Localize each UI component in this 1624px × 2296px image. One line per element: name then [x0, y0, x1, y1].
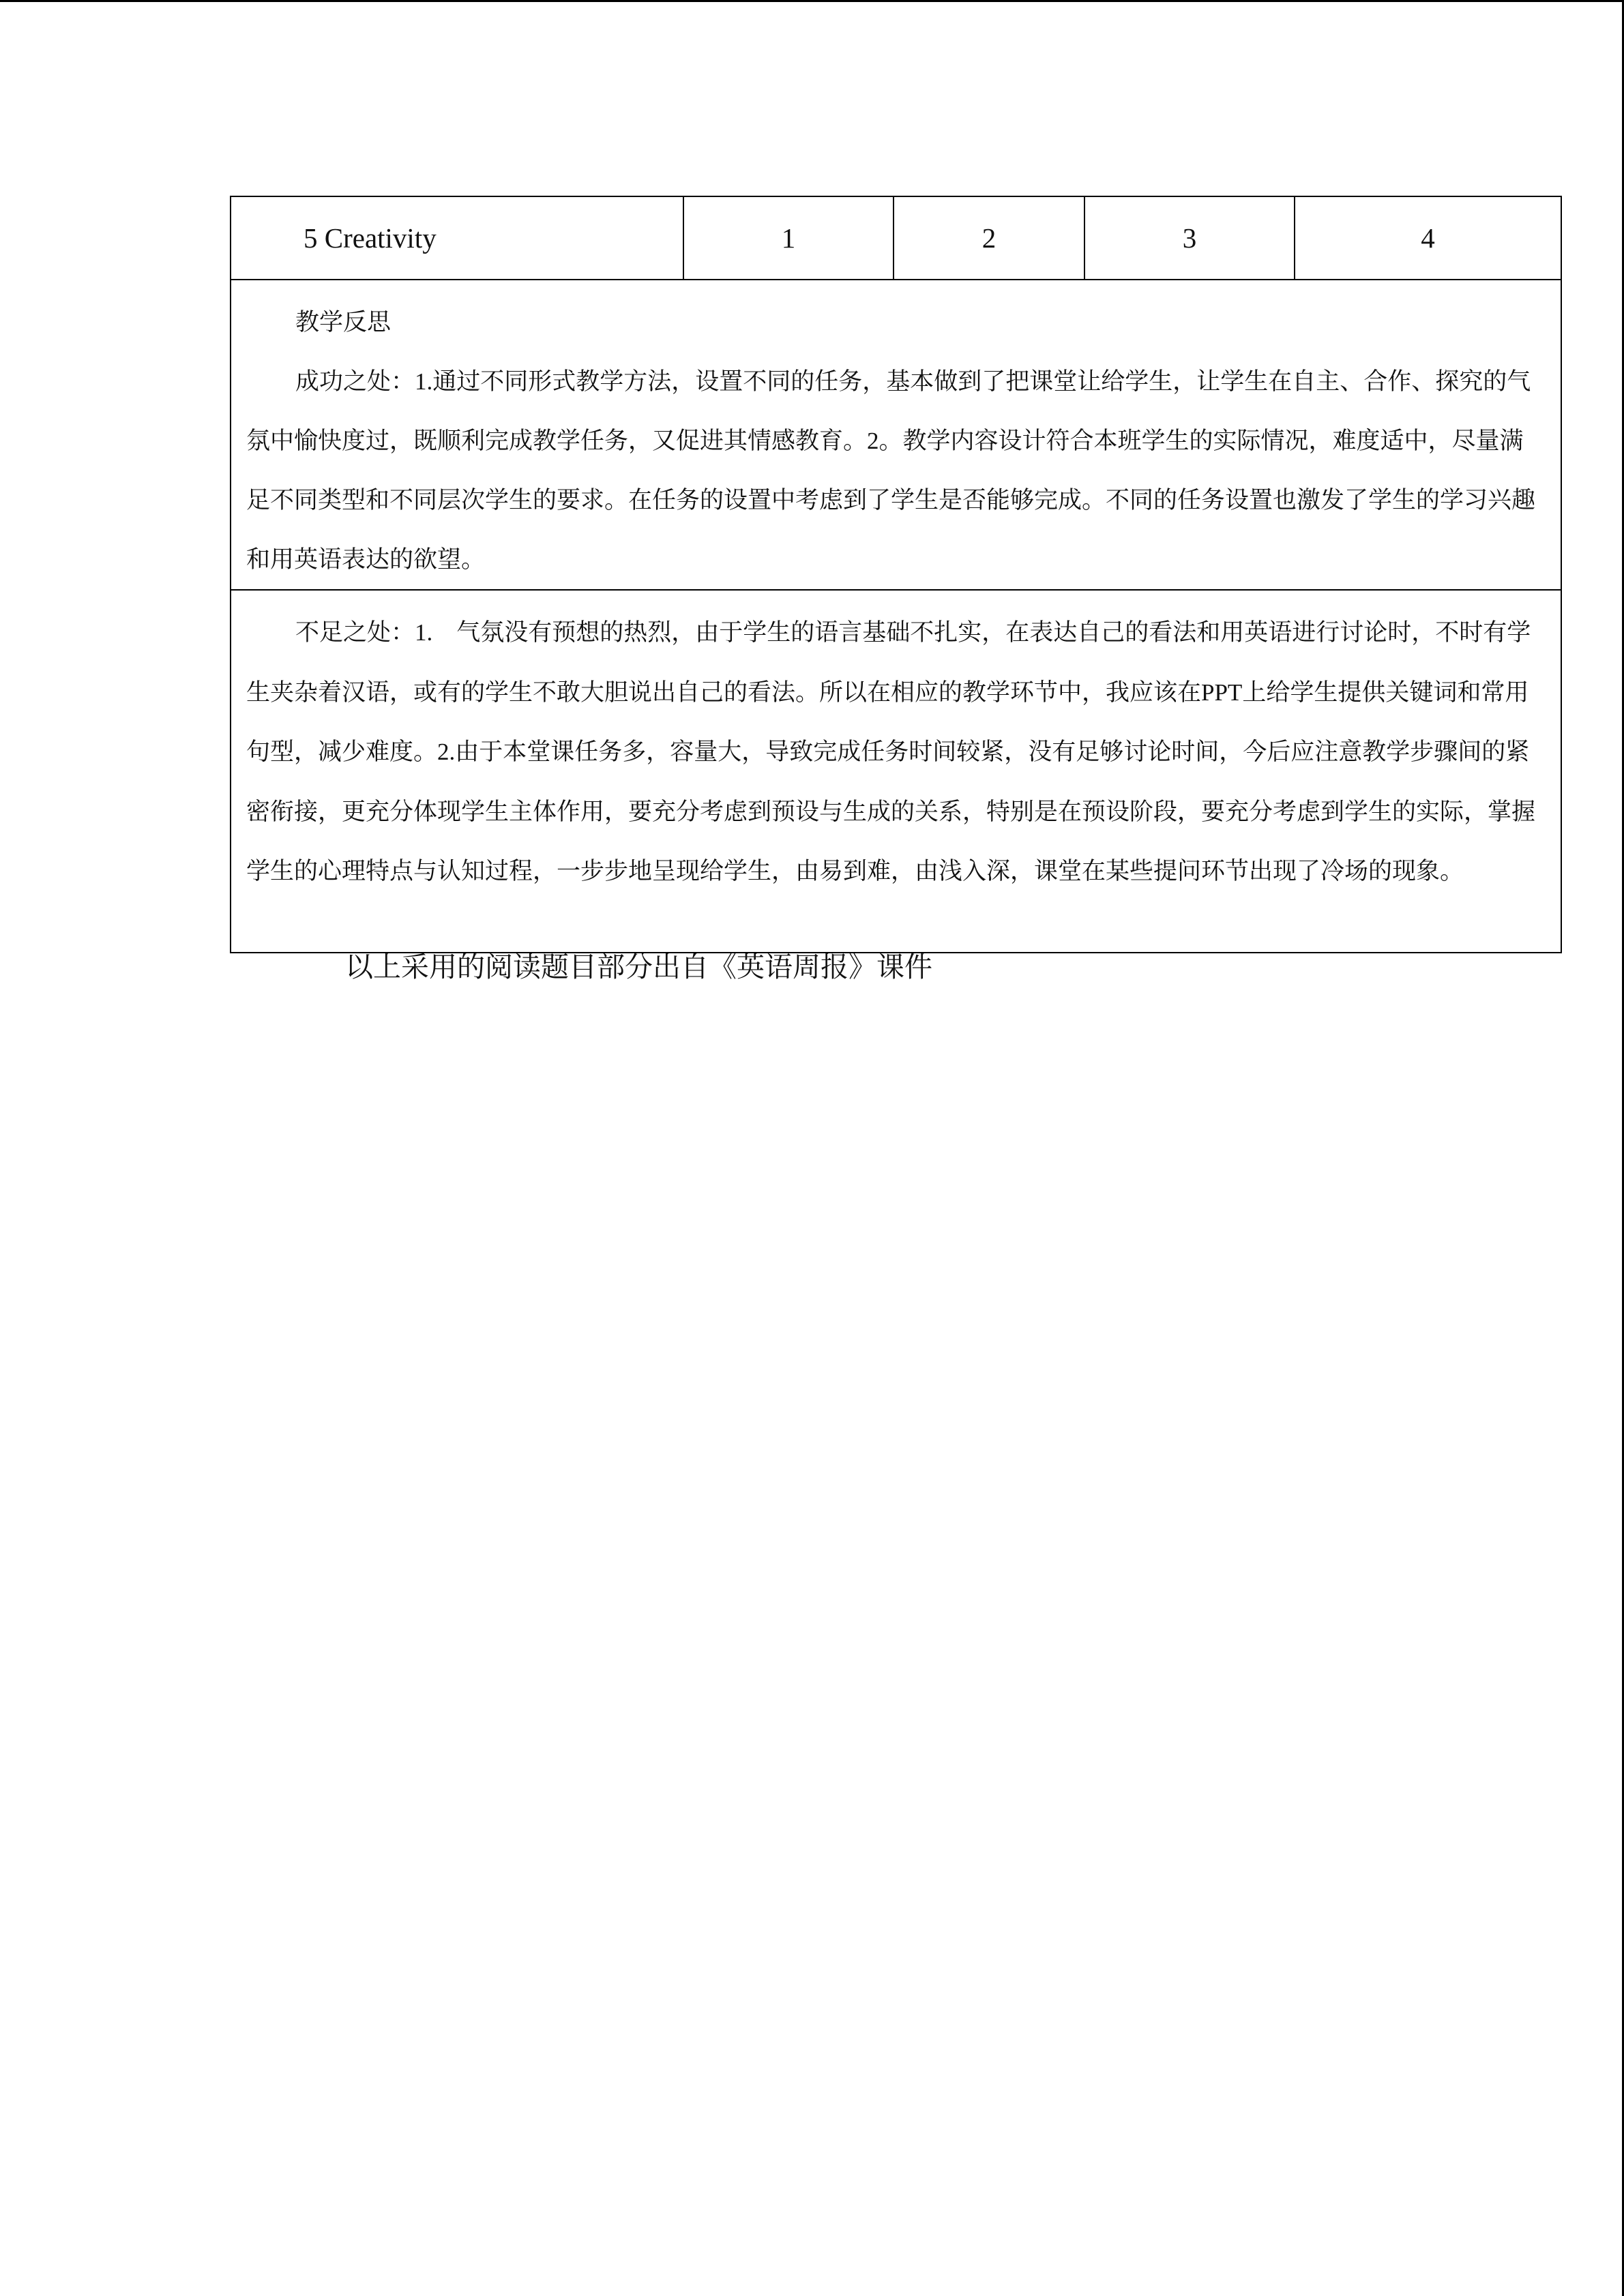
reflection-cell: [231, 280, 1561, 590]
shortfall-paragraph: 不足之处：1. 气氛没有预想的热烈，由于学生的语言基础不扎实，在表达自己的看法和用英语进行讨论时，不时有学生夹杂着汉语，或有的学生不敢大胆说出自己的看法。所以在相应的教学环节中，我应该在PPT上给学生提供关键词和常用句型，减少难度。2.由于本堂课任务多，容量大，导致完成任务时间较紧，没有足够讨论时间，今后应注意教学步骤间的紧密衔接，更充分体现学生主体作用，要充分考虑到预设与生成的关系，特别是在预设阶段，要充分考虑到学生的实际，掌握学生的心理特点与认知过程，一步步地呈现给学生，由易到难，由浅入深，课堂在某些提问环节出现了冷场的现象。: [246, 619, 1536, 884]
evaluation-table: [230, 196, 1562, 953]
source-footnote: 以上采用的阅读题目部分出自《英语周报》课件: [345, 951, 932, 983]
criterion-label: 5 Creativity: [231, 196, 683, 280]
creativity-score-row: [231, 196, 1561, 280]
reflection-row: [231, 280, 1561, 590]
page-top-border: [0, 0, 1624, 2]
shortfall-cell: [231, 590, 1561, 953]
reflection-heading: 教学反思: [295, 309, 392, 336]
score-4: 4: [1295, 196, 1561, 280]
success-paragraph: 成功之处：1.通过不同形式教学方法，设置不同的任务，基本做到了把课堂让给学生，让学生在自主、合作、探究的气氛中愉快度过，既顺利完成教学任务，又促进其情感教育。2。教学内容设计符合本班学生的实际情况，难度适中，尽量满足不同类型和不同层次学生的要求。在任务的设置中考虑到了学生是否能够完成。不同的任务设置也激发了学生的学习兴趣和用英语表达的欲望。: [246, 368, 1536, 573]
score-2: 2: [894, 196, 1084, 280]
score-1: 1: [683, 196, 894, 280]
score-3: 3: [1084, 196, 1295, 280]
shortfall-row: [231, 590, 1561, 953]
